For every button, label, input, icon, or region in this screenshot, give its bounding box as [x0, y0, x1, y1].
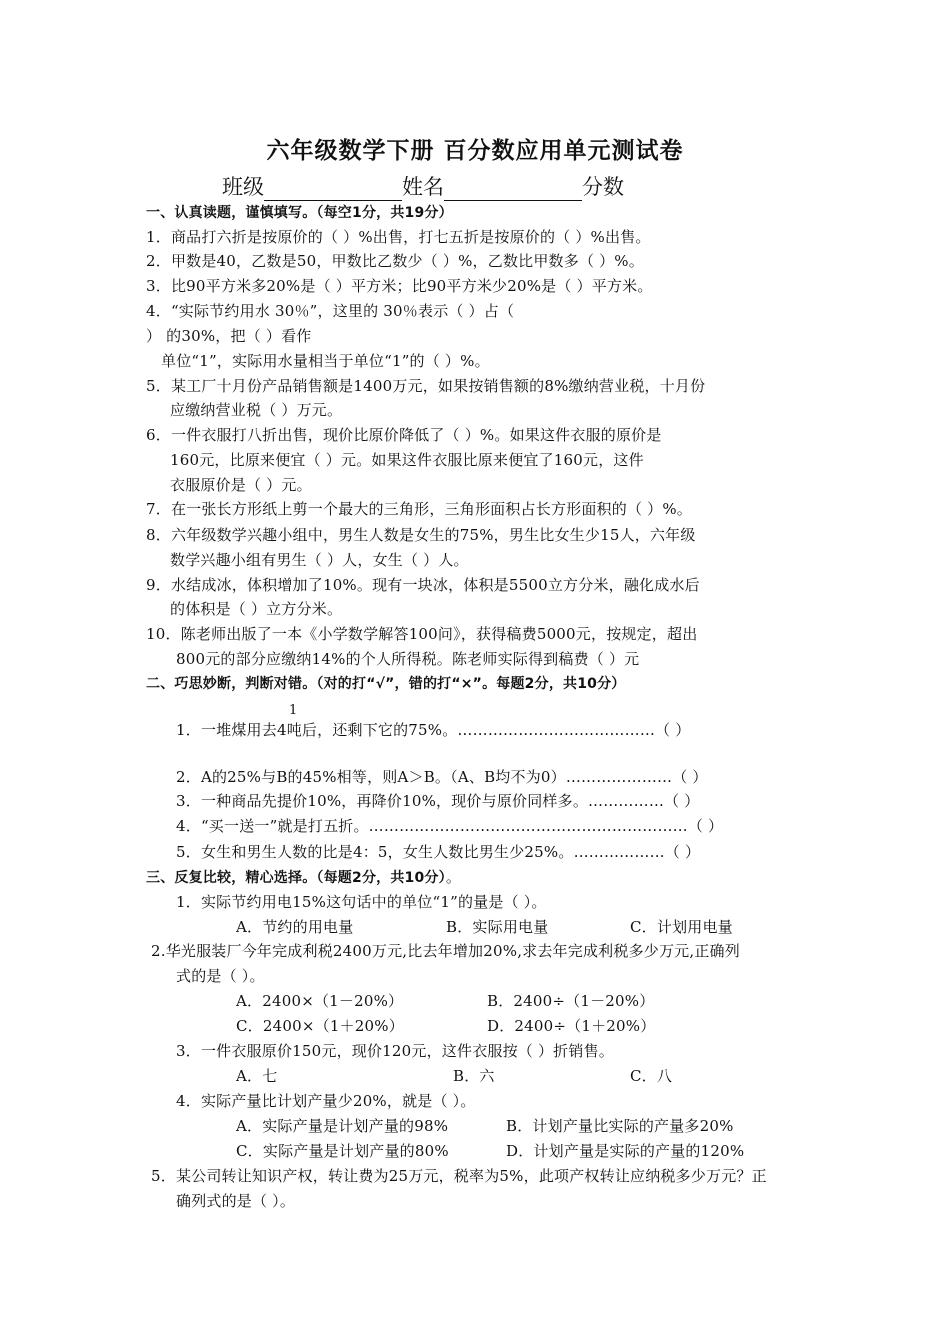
s1-q6-cont2: 衣服原价是（ ）元。 — [170, 476, 312, 494]
s1-q5: 5．某工厂十月份产品销售额是1400万元，如果按销售额的8%缴纳营业税，十月份 — [146, 377, 706, 395]
s3-q2-stem-cont: 式的是（ ）。 — [176, 967, 265, 985]
s3-q4-stem: 4．实际产量比计划产量少20%，就是（ ）。 — [176, 1092, 476, 1110]
s2-q4: 4．“买一送一”就是打五折。………………………………………………………（ ） — [176, 817, 724, 835]
s3-q2-stem: 2.华光服装厂今年完成利税2400万元,比去年增加20%,求去年完成利税多少万元,正确列 — [151, 942, 740, 960]
student-info-line — [222, 173, 624, 201]
s1-q3: 3．比90平方米多20%是（ ）平方米；比90平方米少20%是（ ）平方米。 — [146, 277, 653, 295]
s1-q7: 7．在一张长方形纸上剪一个最大的三角形，三角形面积占长方形面积的（ ）%。 — [146, 500, 692, 518]
s1-q4-cont2: 单位“1”，实际用水量相当于单位“1”的（ ）%。 — [161, 352, 490, 370]
s3-q2-option-a[interactable]: A．2400×（1－20%） — [236, 992, 404, 1010]
s1-q2: 2．甲数是40，乙数是50，甲数比乙数少（ ）%，乙数比甲数多（ ）%。 — [146, 252, 644, 270]
s1-q9-cont: 的体积是（ ）立方分米。 — [170, 600, 343, 618]
s3-q4-option-d[interactable]: D．计划产量是实际的产量的120% — [506, 1142, 745, 1160]
s3-q4-option-b[interactable]: B．计划产量比实际的产量多20% — [506, 1117, 734, 1135]
s1-q4-cont: ） 的30%，把（ ）看作 — [146, 327, 312, 345]
s3-q4-option-c[interactable]: C．实际产量是计划产量的80% — [236, 1142, 449, 1160]
page-title: 六年级数学下册 百分数应用单元测试卷 — [266, 138, 684, 164]
s1-q6: 6．一件衣服打八折出售，现价比原价降低了（ ）%。如果这件衣服的原价是 — [146, 426, 662, 444]
s2-q2: 2．A的25%与B的45%相等，则A＞B。（A、B均不为0）…………………（ ） — [176, 768, 708, 786]
class-blank[interactable] — [264, 178, 402, 201]
s1-q8-cont: 数学兴趣小组有男生（ ）人，女生（ ）人。 — [170, 551, 469, 569]
s3-q3-option-a[interactable]: A．七 — [236, 1067, 278, 1085]
section3-heading-line — [146, 867, 461, 888]
section2-heading: 二、巧思妙断，判断对错。（对的打“√”，错的打“×”。每题2分，共10分） — [146, 676, 626, 692]
s3-q3-option-c[interactable]: C．八 — [630, 1067, 673, 1085]
class-label: 班级 — [222, 175, 264, 199]
score-label: 分数 — [582, 175, 624, 199]
s2-q5: 5．女生和男生人数的比是4：5，女生人数比男生少25%。………………（ ） — [176, 843, 701, 861]
s1-q9: 9．水结成冰，体积增加了10%。现有一块冰，体积是5500立方分米，融化成水后 — [146, 576, 700, 594]
s3-q4-option-a[interactable]: A．实际产量是计划产量的98% — [236, 1117, 449, 1135]
s3-q3-stem: 3．一件衣服原价150元，现价120元，这件衣服按（ ）折销售。 — [176, 1042, 614, 1060]
s2-q1: 1．一堆煤用去4吨后，还剩下它的75%。…………………………………（ ） — [176, 721, 691, 739]
s3-q2-option-d[interactable]: D．2400÷（1＋20%） — [487, 1017, 656, 1035]
s1-q6-cont: 160元，比原来便宜（ ）元。如果这件衣服比原来便宜了160元，这件 — [170, 451, 644, 469]
s3-q3-option-b[interactable]: B．六 — [453, 1067, 495, 1085]
s1-q8: 8．六年级数学兴趣小组中，男生人数是女生的75%，男生比女生少15人，六年级 — [146, 526, 696, 544]
s1-q4: 4．“实际节约用水 30％”，这里的 30％表示（ ）占（ — [146, 302, 515, 320]
section3-heading-tail: 。 — [445, 868, 462, 886]
s1-q10: 10．陈老师出版了一本《小学数学解答100问》，获得稿费5000元，按规定，超出 — [146, 625, 698, 643]
s3-q2-option-c[interactable]: C．2400×（1＋20%） — [236, 1017, 404, 1035]
s1-q5-cont: 应缴纳营业税（ ）万元。 — [170, 401, 343, 419]
name-label: 姓名 — [402, 175, 444, 199]
section1-heading: 一、认真读题，谨慎填写。（每空1分，共19分） — [146, 205, 453, 221]
s3-q1-option-b[interactable]: B．实际用电量 — [446, 918, 549, 936]
s3-q2-option-b[interactable]: B．2400÷（1－20%） — [487, 992, 655, 1010]
s3-q1-stem: 1．实际节约用电15%这句话中的单位“1”的量是（ ）。 — [176, 893, 547, 911]
s1-q10-cont: 800元的部分应缴纳14%的个人所得税。陈老师实际得到稿费（ ）元 — [176, 650, 640, 668]
s2-q3: 3．一种商品先提价10%，再降价10%，现价与原价同样多。……………（ ） — [176, 792, 700, 810]
s1-q1: 1．商品打六折是按原价的（ ）%出售，打七五折是按原价的（ ）%出售。 — [146, 228, 651, 246]
s3-q1-option-c[interactable]: C．计划用电量 — [630, 918, 733, 936]
name-blank[interactable] — [444, 178, 582, 201]
s3-q5-stem-cont: 确列式的是（ ）。 — [176, 1192, 296, 1210]
s3-q5-stem: 5．某公司转让知识产权，转让费为25万元，税率为5%，此项产权转让应纳税多少万元？正 — [151, 1167, 767, 1185]
section3-heading: 三、反复比较，精心选择。（每题2分，共10分） — [146, 870, 446, 886]
s3-q1-option-a[interactable]: A．节约的用电量 — [236, 918, 354, 936]
fraction-numerator: 1 — [289, 703, 298, 718]
